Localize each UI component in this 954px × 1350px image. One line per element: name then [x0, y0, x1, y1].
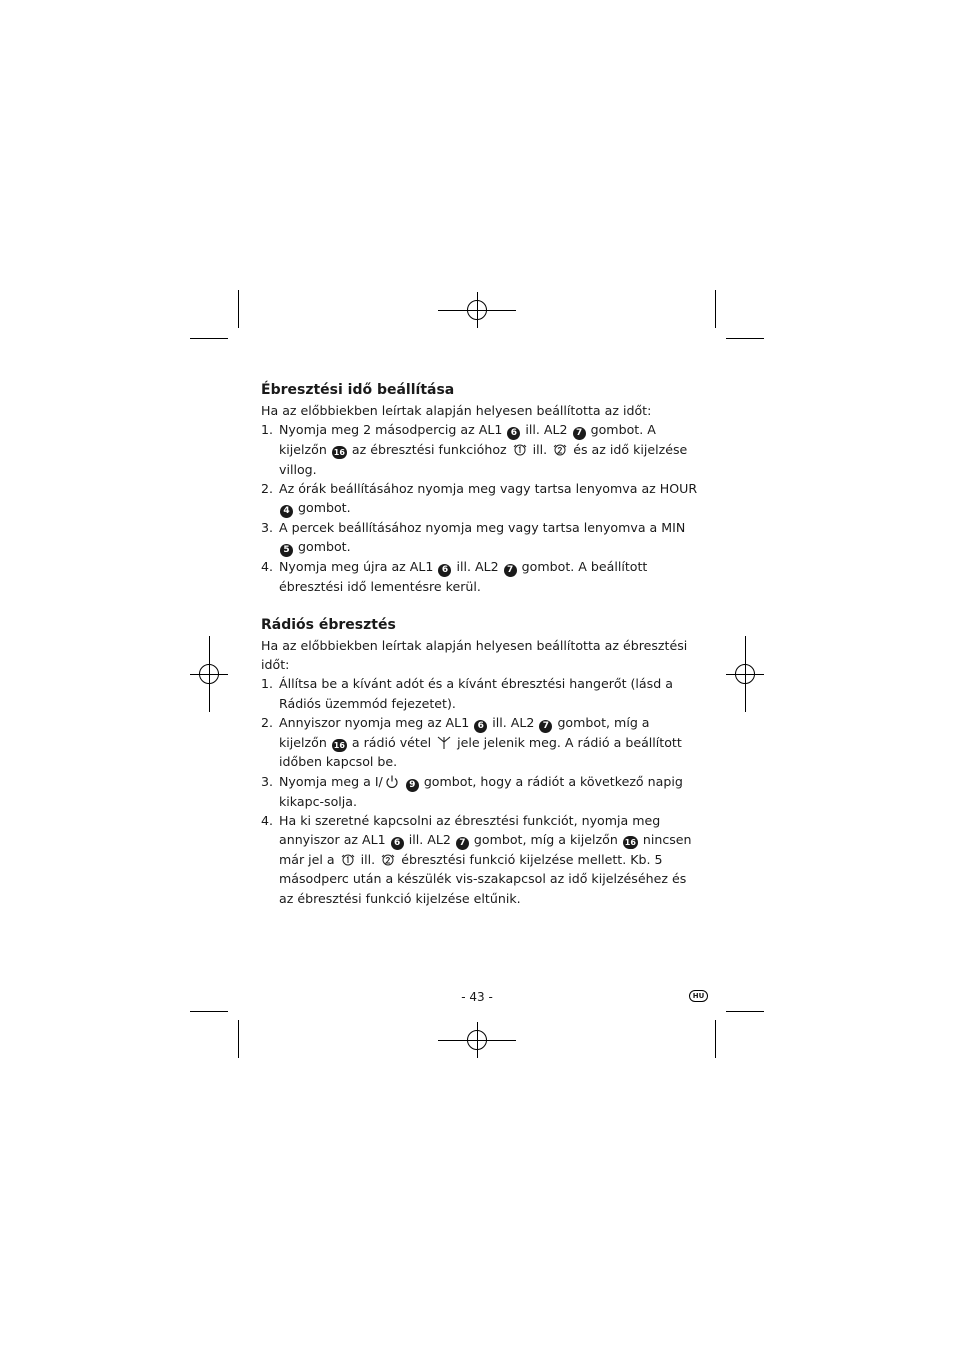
- item-text: és az idő kijelzése villog.: [279, 442, 688, 477]
- power-symbol-text: I/: [374, 773, 383, 789]
- instruction-list: [261, 674, 701, 908]
- ref-badge: 7: [504, 564, 517, 577]
- list-item: [261, 674, 701, 713]
- crop-mark: [238, 290, 239, 328]
- power-icon: [385, 775, 399, 788]
- crop-mark: [715, 290, 716, 328]
- item-number: 4.: [261, 812, 274, 828]
- section-radio-alarm: [261, 615, 701, 908]
- instruction-list: [261, 420, 701, 596]
- registration-circle: [199, 664, 219, 684]
- crop-mark: [715, 1020, 716, 1058]
- item-number: 2.: [261, 714, 274, 730]
- alarm1-icon: [341, 853, 355, 866]
- item-text: gombot, hogy a rádiót a következő napig kikapc-solja.: [279, 773, 683, 809]
- item-text: Ha ki szeretné kapcsolni az ébresztési funkciót, nyomja meg annyiszor az AL1: [279, 812, 661, 848]
- item-text: gombot. A beállított ébresztési idő lementésre kerül.: [279, 559, 648, 595]
- ref-badge: 16: [333, 448, 345, 458]
- item-text: ill.: [532, 442, 548, 458]
- ref-badge: 9: [406, 779, 419, 792]
- item-number: 1.: [261, 676, 274, 692]
- item-text: ill. AL2: [525, 422, 568, 438]
- main-content: [261, 380, 701, 908]
- item-text: gombot, míg a kijelzőn: [279, 714, 650, 750]
- registration-circle: [467, 300, 487, 320]
- list-item: [261, 713, 701, 772]
- ref-badge: 7: [539, 720, 552, 733]
- ref-badge: 16: [624, 838, 636, 848]
- item-text: jele jelenik meg. A rádió a beállított időben kapcsol be.: [279, 734, 682, 770]
- crop-mark: [238, 1020, 239, 1058]
- registration-circle: [735, 664, 755, 684]
- alarm2-icon: [553, 443, 567, 456]
- section-intro: Ha az előbbiekben leírtak alapján helyesen beállította az ébresztési időt:: [261, 637, 688, 673]
- crop-mark: [726, 338, 764, 339]
- ref-badge: 6: [438, 564, 451, 577]
- alarm2-icon: [381, 853, 395, 866]
- ref-badge: 7: [573, 427, 586, 440]
- item-number: 3.: [261, 520, 274, 536]
- item-text: a rádió vétel: [351, 734, 432, 750]
- ref-badge: 6: [474, 720, 487, 733]
- page-number: - 43 -: [461, 990, 493, 1004]
- ref-badge: 6: [507, 427, 520, 440]
- item-number: 2.: [261, 480, 274, 496]
- list-item: [261, 811, 701, 908]
- crop-mark: [726, 1011, 764, 1012]
- item-text: ill. AL2: [492, 714, 535, 730]
- ref-badge: 5: [280, 544, 293, 557]
- item-text: A percek beállításához nyomja meg vagy tartsa lenyomva a MIN: [279, 520, 686, 536]
- section-alarm-setting: [261, 380, 701, 597]
- antenna-icon: [437, 736, 451, 749]
- item-text: az ébresztési funkcióhoz: [351, 442, 507, 458]
- item-text: ill. AL2: [408, 832, 451, 848]
- item-text: Állítsa be a kívánt adót és a kívánt ébresztési hangerőt (lásd a Rádiós üzemmód fejezetet).: [279, 676, 673, 711]
- list-item: [261, 557, 701, 596]
- item-text: Az órák beállításához nyomja meg vagy tartsa lenyomva az HOUR: [279, 480, 698, 496]
- section-title: Rádiós ébresztés: [261, 616, 396, 633]
- item-text: Nyomja meg a: [279, 773, 371, 789]
- item-text: gombot. A kijelzőn: [279, 422, 656, 458]
- item-text: ill. AL2: [456, 559, 499, 575]
- list-item: [261, 479, 701, 518]
- item-number: 4.: [261, 559, 274, 575]
- list-item: [261, 518, 701, 557]
- crop-mark: [190, 338, 228, 339]
- item-number: 3.: [261, 773, 274, 789]
- item-text: ill.: [360, 852, 376, 868]
- ref-badge: 16: [333, 740, 345, 750]
- alarm1-icon: [513, 443, 527, 456]
- item-text: Nyomja meg 2 másodpercig az AL1: [279, 422, 503, 438]
- ref-badge: 6: [391, 837, 404, 850]
- section-intro: Ha az előbbiekben leírtak alapján helyesen beállította az időt:: [261, 403, 652, 418]
- ref-badge: 7: [456, 837, 469, 850]
- item-text: gombot.: [298, 539, 351, 555]
- list-item: [261, 772, 701, 811]
- item-number: 1.: [261, 422, 274, 438]
- item-text: ébresztési funkció kijelzése mellett. Kb. 5 másodperc után a készülék vis-szakapcsol az idő kijelzéséhez és az ébresztési funkció kijelzése eltűnik.: [279, 852, 687, 906]
- item-text: nincsen már jel a: [279, 832, 692, 868]
- item-text: gombot.: [298, 500, 351, 516]
- registration-circle: [467, 1030, 487, 1050]
- section-title: Ébresztési idő beállítása: [261, 382, 455, 398]
- item-text: Annyiszor nyomja meg az AL1: [279, 714, 470, 730]
- item-text: Nyomja meg újra az AL1: [279, 559, 434, 575]
- crop-mark: [190, 1011, 228, 1012]
- item-text: gombot, míg a kijelzőn: [473, 832, 618, 848]
- country-code-badge: HU: [689, 990, 708, 1002]
- list-item: [261, 420, 701, 479]
- ref-badge: 4: [280, 505, 293, 518]
